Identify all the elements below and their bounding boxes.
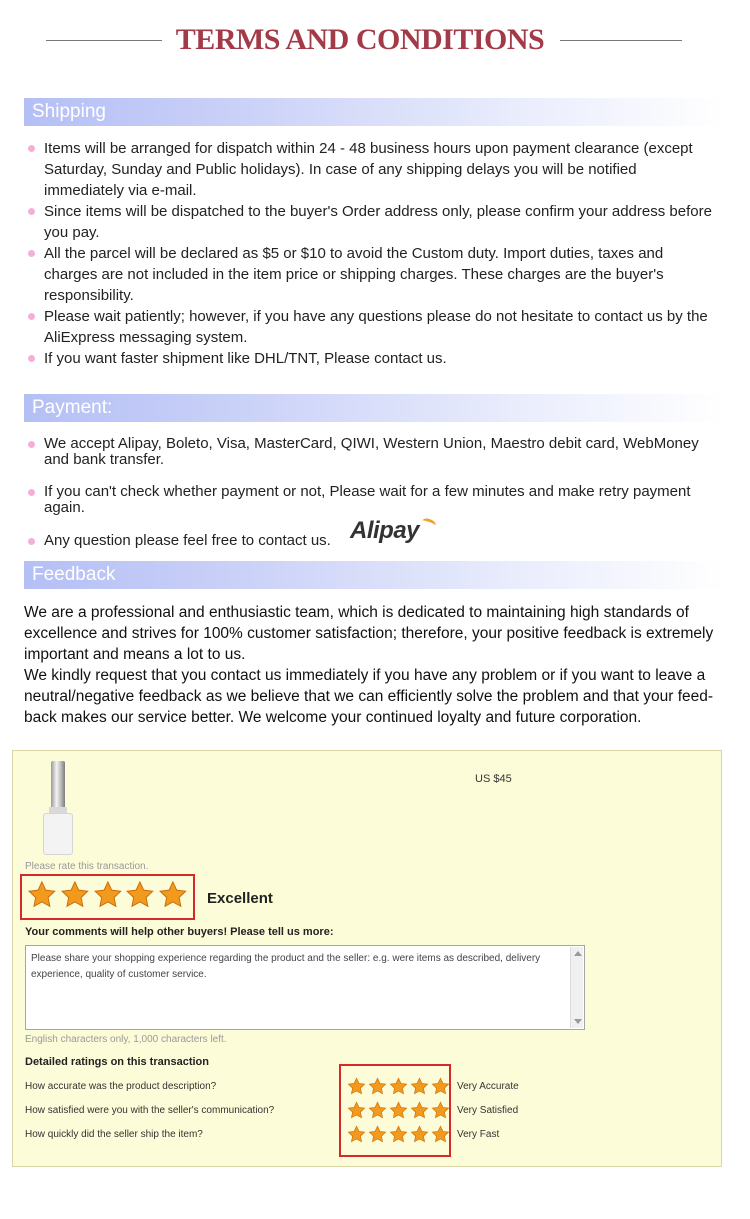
title-divider-right bbox=[560, 40, 682, 41]
rating-answer: Very Accurate bbox=[457, 1081, 519, 1092]
rating-answer: Very Fast bbox=[457, 1129, 500, 1140]
star-icon[interactable] bbox=[368, 1125, 387, 1144]
shipping-item: Items will be arranged for dispatch within 24 - 48 business hours upon payment clearance (except Saturday, Sunday and Public holidays). In case of any shipping delays you will be notified immediately via e-mail. bbox=[28, 138, 718, 201]
rating-question: How quickly did the seller ship the item? bbox=[25, 1129, 203, 1140]
rating-panel bbox=[12, 750, 722, 1167]
payment-item: We accept Alipay, Boleto, Visa, MasterCard, QIWI, Western Union, Maestro debit card, WebMoney and bank transfer. bbox=[28, 436, 718, 468]
chars-left: English characters only, 1,000 characters left. bbox=[25, 1034, 227, 1045]
detailed-ratings-label: Detailed ratings on this transaction bbox=[25, 1056, 209, 1068]
bullet-icon bbox=[28, 538, 35, 545]
shipping-header bbox=[24, 98, 724, 126]
shipping-item: Since items will be dispatched to the buyer's Order address only, please confirm your address before you pay. bbox=[28, 201, 718, 243]
comment-textarea[interactable] bbox=[25, 945, 585, 1030]
overall-rating-stars[interactable] bbox=[20, 874, 195, 920]
star-icon[interactable] bbox=[27, 880, 57, 910]
comments-label: Your comments will help other buyers! Please tell us more: bbox=[25, 926, 334, 938]
star-icon[interactable] bbox=[410, 1077, 429, 1096]
feedback-text bbox=[24, 602, 714, 728]
shipping-heading: Shipping bbox=[32, 101, 106, 122]
communication-stars[interactable] bbox=[347, 1101, 450, 1120]
star-icon[interactable] bbox=[431, 1125, 450, 1144]
product-thumbnail bbox=[39, 761, 79, 856]
shipping-list bbox=[28, 138, 718, 369]
star-icon[interactable] bbox=[389, 1125, 408, 1144]
product-price: US $45 bbox=[475, 773, 512, 785]
star-icon[interactable] bbox=[431, 1077, 450, 1096]
rating-answer: Very Satisfied bbox=[457, 1105, 519, 1116]
feedback-heading: Feedback bbox=[32, 564, 116, 585]
star-icon[interactable] bbox=[368, 1077, 387, 1096]
star-icon[interactable] bbox=[410, 1101, 429, 1120]
feedback-paragraph: We are a professional and enthusiastic team, which is dedicated to maintaining high standards of excellence and strives for 100% customer satisfaction; therefore, your positive feedback is extremely important and means a lot to us. bbox=[24, 604, 714, 663]
comment-placeholder: Please share your shopping experience regarding the product and the seller: e.g. were items as described, delivery experience, quality of customer service. bbox=[31, 953, 541, 980]
shipping-item: All the parcel will be declared as $5 or $10 to avoid the Custom duty. Import duties, taxes and charges are not included in the item price or shipping charges. These charges are the buyer's responsibility. bbox=[28, 243, 718, 306]
payment-header bbox=[24, 394, 724, 422]
scroll-down-icon[interactable] bbox=[574, 1019, 582, 1024]
star-icon[interactable] bbox=[347, 1101, 366, 1120]
star-icon[interactable] bbox=[158, 880, 188, 910]
shipping-item: Please wait patiently; however, if you have any questions please do not hesitate to contact us by the AliExpress messaging system. bbox=[28, 306, 718, 348]
rate-prompt: Please rate this transaction. bbox=[25, 861, 149, 872]
bullet-icon bbox=[28, 313, 35, 320]
rating-question: How accurate was the product description? bbox=[25, 1081, 217, 1092]
star-icon[interactable] bbox=[368, 1101, 387, 1120]
page-title: TERMS AND CONDITIONS bbox=[175, 23, 545, 56]
alipay-logo: Alipay bbox=[350, 517, 419, 545]
scroll-up-icon[interactable] bbox=[574, 951, 582, 956]
star-icon[interactable] bbox=[410, 1125, 429, 1144]
shipping-item: If you want faster shipment like DHL/TNT, Please contact us. bbox=[28, 348, 718, 369]
bullet-icon bbox=[28, 145, 35, 152]
feedback-paragraph: We kindly request that you contact us immediately if you have any problem or if you want to leave a neutral/negative feedback as we believe that we can efficiently solve the problem and that your feed-back makes our service better. We welcome your continued loyalty and future corporation. bbox=[24, 667, 714, 726]
star-icon[interactable] bbox=[60, 880, 90, 910]
payment-item: Any question please feel free to contact us. bbox=[28, 533, 718, 549]
accuracy-stars[interactable] bbox=[347, 1077, 450, 1096]
overall-rating-label: Excellent bbox=[207, 890, 273, 907]
title-divider-left bbox=[46, 40, 162, 41]
bullet-icon bbox=[28, 250, 35, 257]
payment-item: If you can't check whether payment or not, Please wait for a few minutes and make retry payment again. bbox=[28, 484, 718, 516]
bullet-icon bbox=[28, 441, 35, 448]
payment-heading: Payment: bbox=[32, 397, 113, 418]
star-icon[interactable] bbox=[347, 1125, 366, 1144]
star-icon[interactable] bbox=[347, 1077, 366, 1096]
feedback-header bbox=[24, 561, 724, 589]
bullet-icon bbox=[28, 208, 35, 215]
star-icon[interactable] bbox=[389, 1101, 408, 1120]
bullet-icon bbox=[28, 355, 35, 362]
star-icon[interactable] bbox=[431, 1101, 450, 1120]
bullet-icon bbox=[28, 489, 35, 496]
star-icon[interactable] bbox=[125, 880, 155, 910]
shipping-speed-stars[interactable] bbox=[347, 1125, 450, 1144]
rating-question: How satisfied were you with the seller's communication? bbox=[25, 1105, 275, 1116]
title-row bbox=[0, 20, 750, 64]
star-icon[interactable] bbox=[93, 880, 123, 910]
detailed-ratings-stars bbox=[339, 1064, 451, 1157]
star-icon[interactable] bbox=[389, 1077, 408, 1096]
comment-scrollbar[interactable] bbox=[570, 947, 583, 1028]
